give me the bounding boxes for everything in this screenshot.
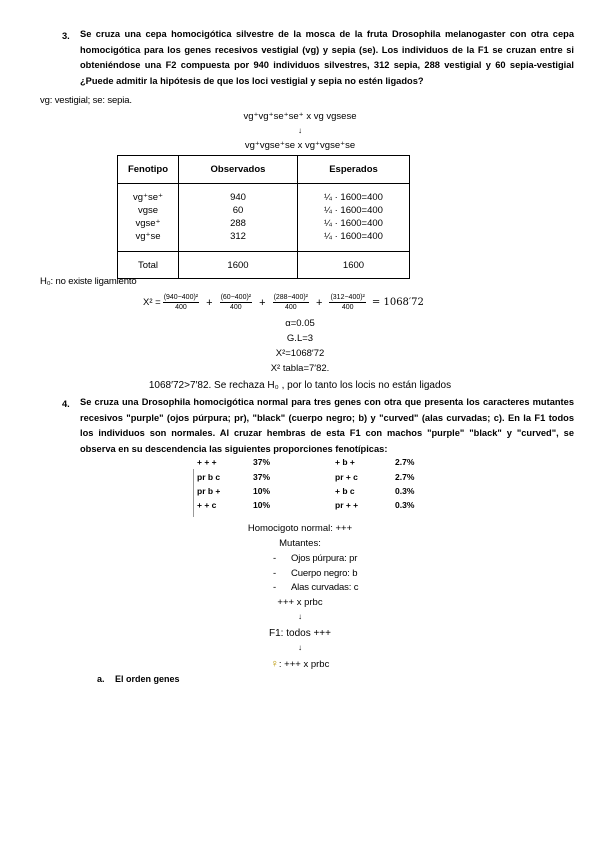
chi-value: X²=1068′72: [275, 348, 325, 359]
proportion-genotype: pr + +: [335, 500, 359, 510]
cell-fenotipo: vgse: [137, 205, 159, 216]
mutant-item: Alas curvadas: c: [291, 582, 359, 593]
cell-fenotipo: vg⁺se: [135, 231, 161, 242]
testcross: [0, 658, 600, 670]
fenotipo-column: [118, 184, 179, 252]
cell-fenotipo: vgse⁺: [135, 218, 161, 229]
legend: vg: vestigial; se: sepia.: [40, 95, 132, 106]
subquestion-a-text: El orden genes: [115, 674, 180, 684]
cell-observados: 940: [230, 192, 246, 203]
total-observados: 1600: [179, 252, 298, 279]
table-header-row: [118, 156, 410, 184]
cell-observados: 60: [232, 205, 244, 216]
cross-line-2: vg⁺vgse⁺se x vg⁺vgse⁺se: [244, 140, 356, 151]
proportion-genotype: pr + c: [335, 472, 358, 482]
proportion-genotype: + b c: [335, 486, 355, 496]
table-row: [118, 184, 410, 252]
header-observados: Observados: [179, 156, 298, 184]
chi-table-value: X² tabla=7′82.: [270, 363, 330, 374]
proportion-genotype: + + c: [197, 500, 217, 510]
table-total-row: [118, 252, 410, 279]
cell-esperados: ¼ · 1600=400: [324, 231, 383, 242]
homocigoto-normal: Homocigoto normal: +++: [247, 523, 353, 534]
proportion-genotype: pr b +: [197, 486, 221, 496]
f1-result: F1: todos +++: [269, 628, 331, 639]
proportion-genotype: + b +: [335, 457, 355, 467]
proportions-bracket: [193, 469, 194, 517]
chi-result: = 1068′72: [371, 297, 424, 308]
header-fenotipo: Fenotipo: [118, 156, 179, 184]
female-icon: ♀: [270, 658, 279, 670]
arrow-icon: ↓: [298, 126, 302, 135]
cell-observados: 312: [230, 231, 246, 242]
null-hypothesis: H₀: no existe ligamiento: [40, 276, 137, 287]
cell-esperados: ¼ · 1600=400: [324, 218, 383, 229]
cross-line-1: vg⁺vg⁺se⁺se⁺ x vg vgsese: [243, 111, 357, 122]
proportion-percent: 0.3%: [395, 486, 415, 496]
proportion-percent: 2.7%: [395, 457, 415, 467]
proportion-percent: 0.3%: [395, 500, 415, 510]
arrow-icon: ↓: [298, 612, 302, 621]
proportion-genotype: pr b c: [197, 472, 221, 482]
cell-esperados: ¼ · 1600=400: [324, 205, 383, 216]
conclusion: 1068′72>7′82. Se rechaza H₀ , por lo tanto los locis no están ligados: [148, 380, 452, 391]
chi-prefix: X² =: [143, 297, 161, 308]
chi-term: $\frac{\text{(288−400)²}}{400}$: [273, 294, 309, 311]
proportion-percent: 2.7%: [395, 472, 415, 482]
degrees-of-freedom: G.L=3: [286, 333, 314, 344]
header-esperados: Esperados: [298, 156, 410, 184]
chi-square-equation: X² = $\frac{\text{(940−400)²}}{400}$ + $\frac{\text{(60−400)²}}{400}$ + $\frac{\text{(288−400)²}}{400}$ + $\frac{\text{(312−400)²}}{400}$ = 1068′72: [143, 294, 424, 311]
arrow-icon: ↓: [298, 643, 302, 652]
chi-term: $\frac{\text{(312−400)²}}{400}$: [330, 294, 365, 311]
total-esperados: 1600: [298, 252, 410, 279]
chi-term: $\frac{\text{(940−400)²}}{400}$: [163, 294, 199, 311]
cell-observados: 288: [230, 218, 246, 229]
chi-table: [117, 155, 410, 279]
subquestion-a-label: a.: [97, 674, 105, 684]
question-3-text: Se cruza una cepa homocigótica silvestre de la mosca de la fruta Drosophila melanogaster con otra cepa homocigótica para los genes recesivos vestigial (vg) y sepia (se). Los individuos de la F1 se cruzan entre si obteniéndose una F2 compuesta por 940 individuos silvestres, 312 sepia, 288 vestigial y 60 sepia-vestigial ¿Puede admitir la hipótesis de que los loci vestigial y sepia no estén ligados?: [80, 29, 574, 86]
proportion-percent: 10%: [253, 500, 271, 510]
proportion-genotype: + + +: [197, 457, 217, 467]
mutantes-heading: Mutantes:: [279, 538, 321, 549]
cell-esperados: ¼ · 1600=400: [324, 192, 383, 203]
bullet-dash: -: [273, 582, 277, 593]
bullet-dash: -: [273, 568, 277, 579]
cell-fenotipo: vg⁺se⁺: [132, 192, 164, 203]
question-4-text: Se cruza una Drosophila homocigótica normal para tres genes con otra que presenta los caracteres mutantes recesivos "purple" (ojos púrpura; pr), "black" (cuerpo negro; b) y "curved" (alas curvadas; c). En la F1 todos los individuos son normales. Al cruzar hembras de esta F1 con machos "purple" "black" y "curved", se observa en su descendencia las siguientes proporciones fenotípicas:: [80, 397, 574, 454]
testcross-text: : +++ x prbc: [278, 659, 330, 670]
mutant-item: Cuerpo negro: b: [291, 568, 358, 579]
mutant-item: Ojos púrpura: pr: [291, 553, 358, 564]
question-3-number: 3.: [62, 31, 70, 41]
chi-term: $\frac{\text{(60−400)²}}{400}$: [220, 294, 252, 311]
alpha: α=0.05: [285, 318, 315, 329]
bullet-dash: -: [273, 553, 277, 564]
question-4-number: 4.: [62, 399, 70, 409]
total-label: Total: [118, 252, 179, 279]
parental-cross: +++ x prbc: [277, 597, 323, 608]
proportion-percent: 37%: [253, 457, 271, 467]
proportion-percent: 10%: [253, 486, 271, 496]
observados-column: [179, 184, 298, 252]
esperados-column: [298, 184, 410, 252]
proportion-percent: 37%: [253, 472, 271, 482]
